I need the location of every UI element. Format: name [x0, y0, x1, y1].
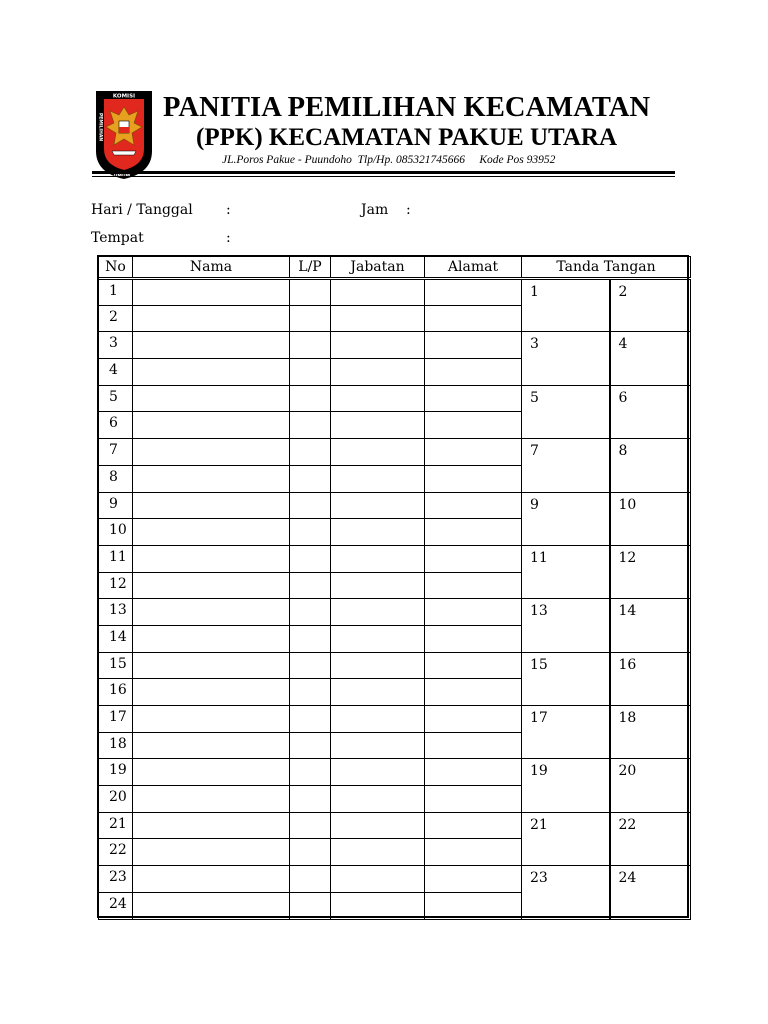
col-header-position: Jabatan [331, 257, 425, 279]
name-cell[interactable] [133, 812, 290, 839]
position-cell[interactable] [331, 279, 425, 306]
row-number: 3 [99, 332, 133, 359]
table-row [99, 439, 691, 466]
position-cell[interactable] [331, 439, 425, 466]
table-row [99, 759, 691, 786]
position-cell[interactable] [331, 839, 425, 866]
position-cell[interactable] [331, 732, 425, 759]
day-date-colon: : [226, 202, 231, 218]
address-cell[interactable] [425, 519, 522, 546]
address-cell[interactable] [425, 332, 522, 359]
row-number: 20 [99, 786, 133, 813]
address-cell[interactable] [425, 625, 522, 652]
gender-cell[interactable] [290, 652, 331, 679]
time-colon: : [406, 202, 411, 218]
gender-cell[interactable] [290, 519, 331, 546]
gender-cell[interactable] [290, 679, 331, 706]
row-number: 17 [99, 706, 133, 733]
signature-slot[interactable]: 3 [522, 332, 610, 385]
address-cell[interactable] [425, 706, 522, 733]
address-cell[interactable] [425, 892, 522, 919]
signature-slot[interactable]: 6 [610, 385, 691, 438]
gender-cell[interactable] [290, 385, 331, 412]
name-cell[interactable] [133, 279, 290, 306]
header-rule-thin [92, 176, 675, 177]
address-cell[interactable] [425, 732, 522, 759]
address-cell[interactable] [425, 412, 522, 439]
gender-cell[interactable] [290, 759, 331, 786]
row-number: 12 [99, 572, 133, 599]
name-cell[interactable] [133, 545, 290, 572]
position-cell[interactable] [331, 706, 425, 733]
row-number: 4 [99, 359, 133, 386]
name-cell[interactable] [133, 706, 290, 733]
signature-slot[interactable]: 10 [610, 492, 691, 545]
signature-slot[interactable]: 21 [522, 812, 610, 865]
address-cell[interactable] [425, 385, 522, 412]
name-cell[interactable] [133, 732, 290, 759]
row-number: 14 [99, 625, 133, 652]
gender-cell[interactable] [290, 412, 331, 439]
time-label: Jam [361, 202, 389, 218]
gender-cell[interactable] [290, 812, 331, 839]
gender-cell[interactable] [290, 305, 331, 332]
position-cell[interactable] [331, 625, 425, 652]
header-rule-thick [92, 171, 675, 174]
row-number: 10 [99, 519, 133, 546]
position-cell[interactable] [331, 385, 425, 412]
place-label: Tempat [91, 230, 144, 246]
name-cell[interactable] [133, 759, 290, 786]
name-cell[interactable] [133, 839, 290, 866]
name-cell[interactable] [133, 866, 290, 893]
position-cell[interactable] [331, 412, 425, 439]
address-cell[interactable] [425, 866, 522, 893]
position-cell[interactable] [331, 812, 425, 839]
name-cell[interactable] [133, 572, 290, 599]
name-cell[interactable] [133, 465, 290, 492]
table-row [99, 866, 691, 893]
header-title: PANITIA PEMILIHAN KECAMATAN [163, 92, 651, 123]
row-number: 22 [99, 839, 133, 866]
row-number: 15 [99, 652, 133, 679]
name-cell[interactable] [133, 305, 290, 332]
signature-slot[interactable]: 20 [610, 759, 691, 812]
signature-slot[interactable]: 19 [522, 759, 610, 812]
table-row [99, 545, 691, 572]
position-cell[interactable] [331, 679, 425, 706]
gender-cell[interactable] [290, 786, 331, 813]
row-number: 7 [99, 439, 133, 466]
table-header-row [99, 257, 691, 279]
gender-cell[interactable] [290, 545, 331, 572]
kpu-logo [92, 89, 156, 181]
col-header-gender: L/P [290, 257, 331, 279]
gender-cell[interactable] [290, 359, 331, 386]
address-cell[interactable] [425, 786, 522, 813]
position-cell[interactable] [331, 305, 425, 332]
table-row [99, 652, 691, 679]
address-cell[interactable] [425, 279, 522, 306]
address-cell[interactable] [425, 492, 522, 519]
gender-cell[interactable] [290, 572, 331, 599]
signature-slot[interactable]: 22 [610, 812, 691, 865]
row-number: 21 [99, 812, 133, 839]
header-address: JL.Poros Pakue - Puundoho Tlp/Hp. 085321745666 Kode Pos 93952 [222, 154, 556, 166]
row-number: 11 [99, 545, 133, 572]
gender-cell[interactable] [290, 332, 331, 359]
header-subtitle: (PPK) KECAMATAN PAKUE UTARA [196, 124, 618, 151]
name-cell[interactable] [133, 519, 290, 546]
signature-slot[interactable]: 23 [522, 866, 610, 919]
signature-slot[interactable]: 13 [522, 599, 610, 652]
row-number: 5 [99, 385, 133, 412]
svg-text:KOMISI: KOMISI [112, 93, 136, 100]
table-row [99, 599, 691, 626]
row-number: 2 [99, 305, 133, 332]
col-header-signature: Tanda Tangan [522, 257, 691, 279]
row-number: 24 [99, 892, 133, 919]
name-cell[interactable] [133, 332, 290, 359]
gender-cell[interactable] [290, 439, 331, 466]
address-cell[interactable] [425, 359, 522, 386]
position-cell[interactable] [331, 332, 425, 359]
gender-cell[interactable] [290, 625, 331, 652]
name-cell[interactable] [133, 786, 290, 813]
gender-cell[interactable] [290, 465, 331, 492]
position-cell[interactable] [331, 519, 425, 546]
address-cell[interactable] [425, 652, 522, 679]
name-cell[interactable] [133, 385, 290, 412]
address-cell[interactable] [425, 465, 522, 492]
gender-cell[interactable] [290, 492, 331, 519]
signature-slot[interactable]: 1 [522, 279, 610, 332]
name-cell[interactable] [133, 652, 290, 679]
address-cell[interactable] [425, 759, 522, 786]
address-cell[interactable] [425, 305, 522, 332]
svg-text:PEMILIHAN: PEMILIHAN [97, 113, 103, 142]
address-cell[interactable] [425, 839, 522, 866]
gender-cell[interactable] [290, 892, 331, 919]
address-cell[interactable] [425, 545, 522, 572]
gender-cell[interactable] [290, 732, 331, 759]
row-number: 18 [99, 732, 133, 759]
col-header-address: Alamat [425, 257, 522, 279]
table-row [99, 332, 691, 359]
row-number: 16 [99, 679, 133, 706]
position-cell[interactable] [331, 359, 425, 386]
row-number: 9 [99, 492, 133, 519]
signature-slot[interactable]: 17 [522, 706, 610, 759]
name-cell[interactable] [133, 359, 290, 386]
address-cell[interactable] [425, 679, 522, 706]
name-cell[interactable] [133, 439, 290, 466]
address-cell[interactable] [425, 439, 522, 466]
signature-slot[interactable]: 12 [610, 545, 691, 598]
address-cell[interactable] [425, 572, 522, 599]
gender-cell[interactable] [290, 866, 331, 893]
signature-slot[interactable]: 4 [610, 332, 691, 385]
table-row [99, 706, 691, 733]
signature-slot[interactable]: 5 [522, 385, 610, 438]
signature-slot[interactable]: 18 [610, 706, 691, 759]
day-date-label: Hari / Tanggal [91, 202, 193, 218]
row-number: 13 [99, 599, 133, 626]
col-header-name: Nama [133, 257, 290, 279]
position-cell[interactable] [331, 866, 425, 893]
address-cell[interactable] [425, 599, 522, 626]
signature-slot[interactable]: 11 [522, 545, 610, 598]
col-header-no: No [99, 257, 133, 279]
signature-slot[interactable]: 9 [522, 492, 610, 545]
table-row [99, 492, 691, 519]
signature-slot[interactable]: 15 [522, 652, 610, 705]
position-cell[interactable] [331, 786, 425, 813]
position-cell[interactable] [331, 572, 425, 599]
row-number: 19 [99, 759, 133, 786]
table-row [99, 812, 691, 839]
name-cell[interactable] [133, 625, 290, 652]
position-cell[interactable] [331, 652, 425, 679]
name-cell[interactable] [133, 599, 290, 626]
row-number: 8 [99, 465, 133, 492]
name-cell[interactable] [133, 679, 290, 706]
table-row [99, 279, 691, 306]
gender-cell[interactable] [290, 599, 331, 626]
position-cell[interactable] [331, 759, 425, 786]
attendance-table [98, 256, 691, 920]
row-number: 23 [99, 866, 133, 893]
gender-cell[interactable] [290, 839, 331, 866]
name-cell[interactable] [133, 892, 290, 919]
signature-slot[interactable]: 24 [610, 866, 691, 919]
row-number: 1 [99, 279, 133, 306]
position-cell[interactable] [331, 492, 425, 519]
gender-cell[interactable] [290, 706, 331, 733]
position-cell[interactable] [331, 599, 425, 626]
place-colon: : [226, 230, 231, 246]
signature-slot[interactable]: 2 [610, 279, 691, 332]
name-cell[interactable] [133, 412, 290, 439]
signature-slot[interactable]: 8 [610, 439, 691, 492]
address-cell[interactable] [425, 812, 522, 839]
row-number: 6 [99, 412, 133, 439]
position-cell[interactable] [331, 465, 425, 492]
signature-slot[interactable]: 7 [522, 439, 610, 492]
signature-slot[interactable]: 16 [610, 652, 691, 705]
gender-cell[interactable] [290, 279, 331, 306]
table-row [99, 385, 691, 412]
name-cell[interactable] [133, 492, 290, 519]
position-cell[interactable] [331, 892, 425, 919]
position-cell[interactable] [331, 545, 425, 572]
signature-slot[interactable]: 14 [610, 599, 691, 652]
